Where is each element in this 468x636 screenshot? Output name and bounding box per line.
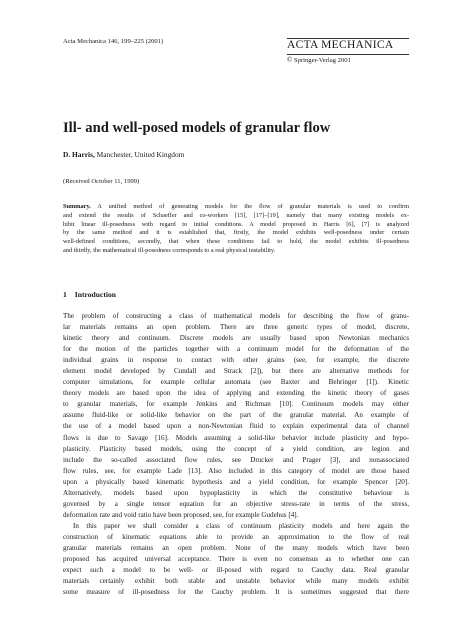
journal-citation: Acta Mechanica 146, 199–225 (2001) — [63, 38, 164, 45]
header-rule-middle — [287, 54, 409, 55]
section-title: Introduction — [74, 290, 117, 299]
body-line: Alternatively, models based upon hypoplasticity in which the constitutive behaviour is — [63, 488, 409, 497]
body-line: flows is due to Savage [16]. Models assuming a solid-like behavior include plasticity and hypo- — [63, 433, 409, 442]
body-line: materials certainly exhibit both stable and unstable behavior while many models exhibit — [63, 577, 409, 586]
body-line: to granular materials, for example Jenkins and Richman [10]. Continuum models may either — [63, 400, 409, 409]
body-line: flow rules, see, for example Lade [13]. Also included in this category of model are those based — [63, 466, 409, 475]
body-line: the use of a model based upon a non-Newtonian fluid to explain experimental data of channel — [63, 422, 409, 431]
body-line: some measure of ill-posedness for the Cauchy problem. It is sometimes suggested that there — [63, 588, 409, 597]
abstract — [63, 203, 409, 256]
abstract-line: and extend the results of Schaeffer and co-workers [15], [17]–[19], namely that many existing models ex- — [63, 211, 409, 219]
body-line: granular materials remains an open problem. None of the many models which have been — [63, 543, 409, 552]
copyright-text: Springer-Verlag 2001 — [293, 57, 351, 64]
body-line: kinetic theory and continuum. Discrete models are usually based upon Newtonian mechanics — [63, 334, 409, 343]
abstract-line-text: A unified method of generating models for the flow of granular materials is used to confirm — [90, 203, 409, 210]
body-line: include the so-called associated flow rules, see Drucker and Prager [3], and nonassociated — [63, 455, 409, 464]
section-number: 1 — [63, 290, 67, 299]
body-text — [63, 311, 409, 598]
abstract-line: by the same method and it is established that, firstly, the model exhibits well-posedness under certain — [63, 229, 409, 237]
body-line: The problem of constructing a class of mathematical models for describing the flow of granu- — [63, 312, 409, 320]
abstract-line: hibit linear ill-posedness with regard to initial conditions. A model proposed in Harris [6], [7] is analyzed — [63, 220, 409, 228]
author-affiliation: Manchester, United Kingdom — [94, 150, 185, 159]
body-line: deformation rate and void ratio have been proposed, see, for example Gudehus [4]. — [63, 510, 299, 519]
body-line: lar materials remains an open problem. There are three generic types of model, discrete, — [63, 323, 409, 332]
author-name: D. Harris, — [63, 150, 95, 159]
journal-name: ACTA MECHANICA — [287, 39, 394, 51]
body-line: plasticity. Plasticity based models, using the concept of a yield condition, are legion and — [63, 444, 409, 453]
body-line: element model developed by Cundall and Strack [2]), but there are alternative methods for — [63, 367, 409, 376]
body-line: In this paper we shall consider a class of continuum plasticity models and here again the — [73, 521, 409, 530]
body-line: for the motion of the particles together with a continuum model for the deformation of the — [63, 345, 409, 354]
copyright-symbol: © — [287, 56, 293, 64]
body-line: expect such a model to be well- or ill-posed with regard to Cauchy data. Real granular — [63, 566, 409, 575]
author-line — [63, 150, 184, 159]
abstract-line — [63, 203, 409, 212]
abstract-lead: Summary. — [63, 203, 91, 210]
body-line: individual grains in response to contact with other grains (see, for example, the discrete — [63, 356, 409, 365]
section-heading — [63, 290, 116, 299]
abstract-line: and thirdly, the mathematical ill-posedness corresponds to a real physical instability. — [63, 246, 276, 254]
article-title: Ill- and well-posed models of granular flow — [63, 120, 331, 136]
body-line: theory models are based upon the idea of applying and extending the kinetic theory of gases — [63, 389, 409, 398]
body-line: computer simulations, for example cellular automata (see Baxter and Behringer [1]). Kinetic — [63, 378, 409, 387]
body-line: governed by a single tensor equation for an objective stress-rate in terms of the stress, — [63, 499, 409, 508]
body-line: proposed has acquired universal acceptance. There is even no consensus as to whether one can — [63, 555, 409, 564]
received-date: (Received October 11, 1999) — [63, 178, 140, 185]
copyright-notice — [287, 56, 351, 65]
abstract-line: well-defined conditions, secondly, that when these conditions fail to hold, the model exhibits ill-posedness — [63, 238, 409, 246]
body-line: construction of kinematic equations able to provide an approximation to the flow of real — [63, 532, 409, 541]
body-line: assume fluid-like or solid-like behavior on the part of the granular material. An example of — [63, 411, 409, 420]
body-line: upon a physically based kinematic hypothesis and a yield condition, for example Spencer [20]. — [63, 477, 409, 486]
